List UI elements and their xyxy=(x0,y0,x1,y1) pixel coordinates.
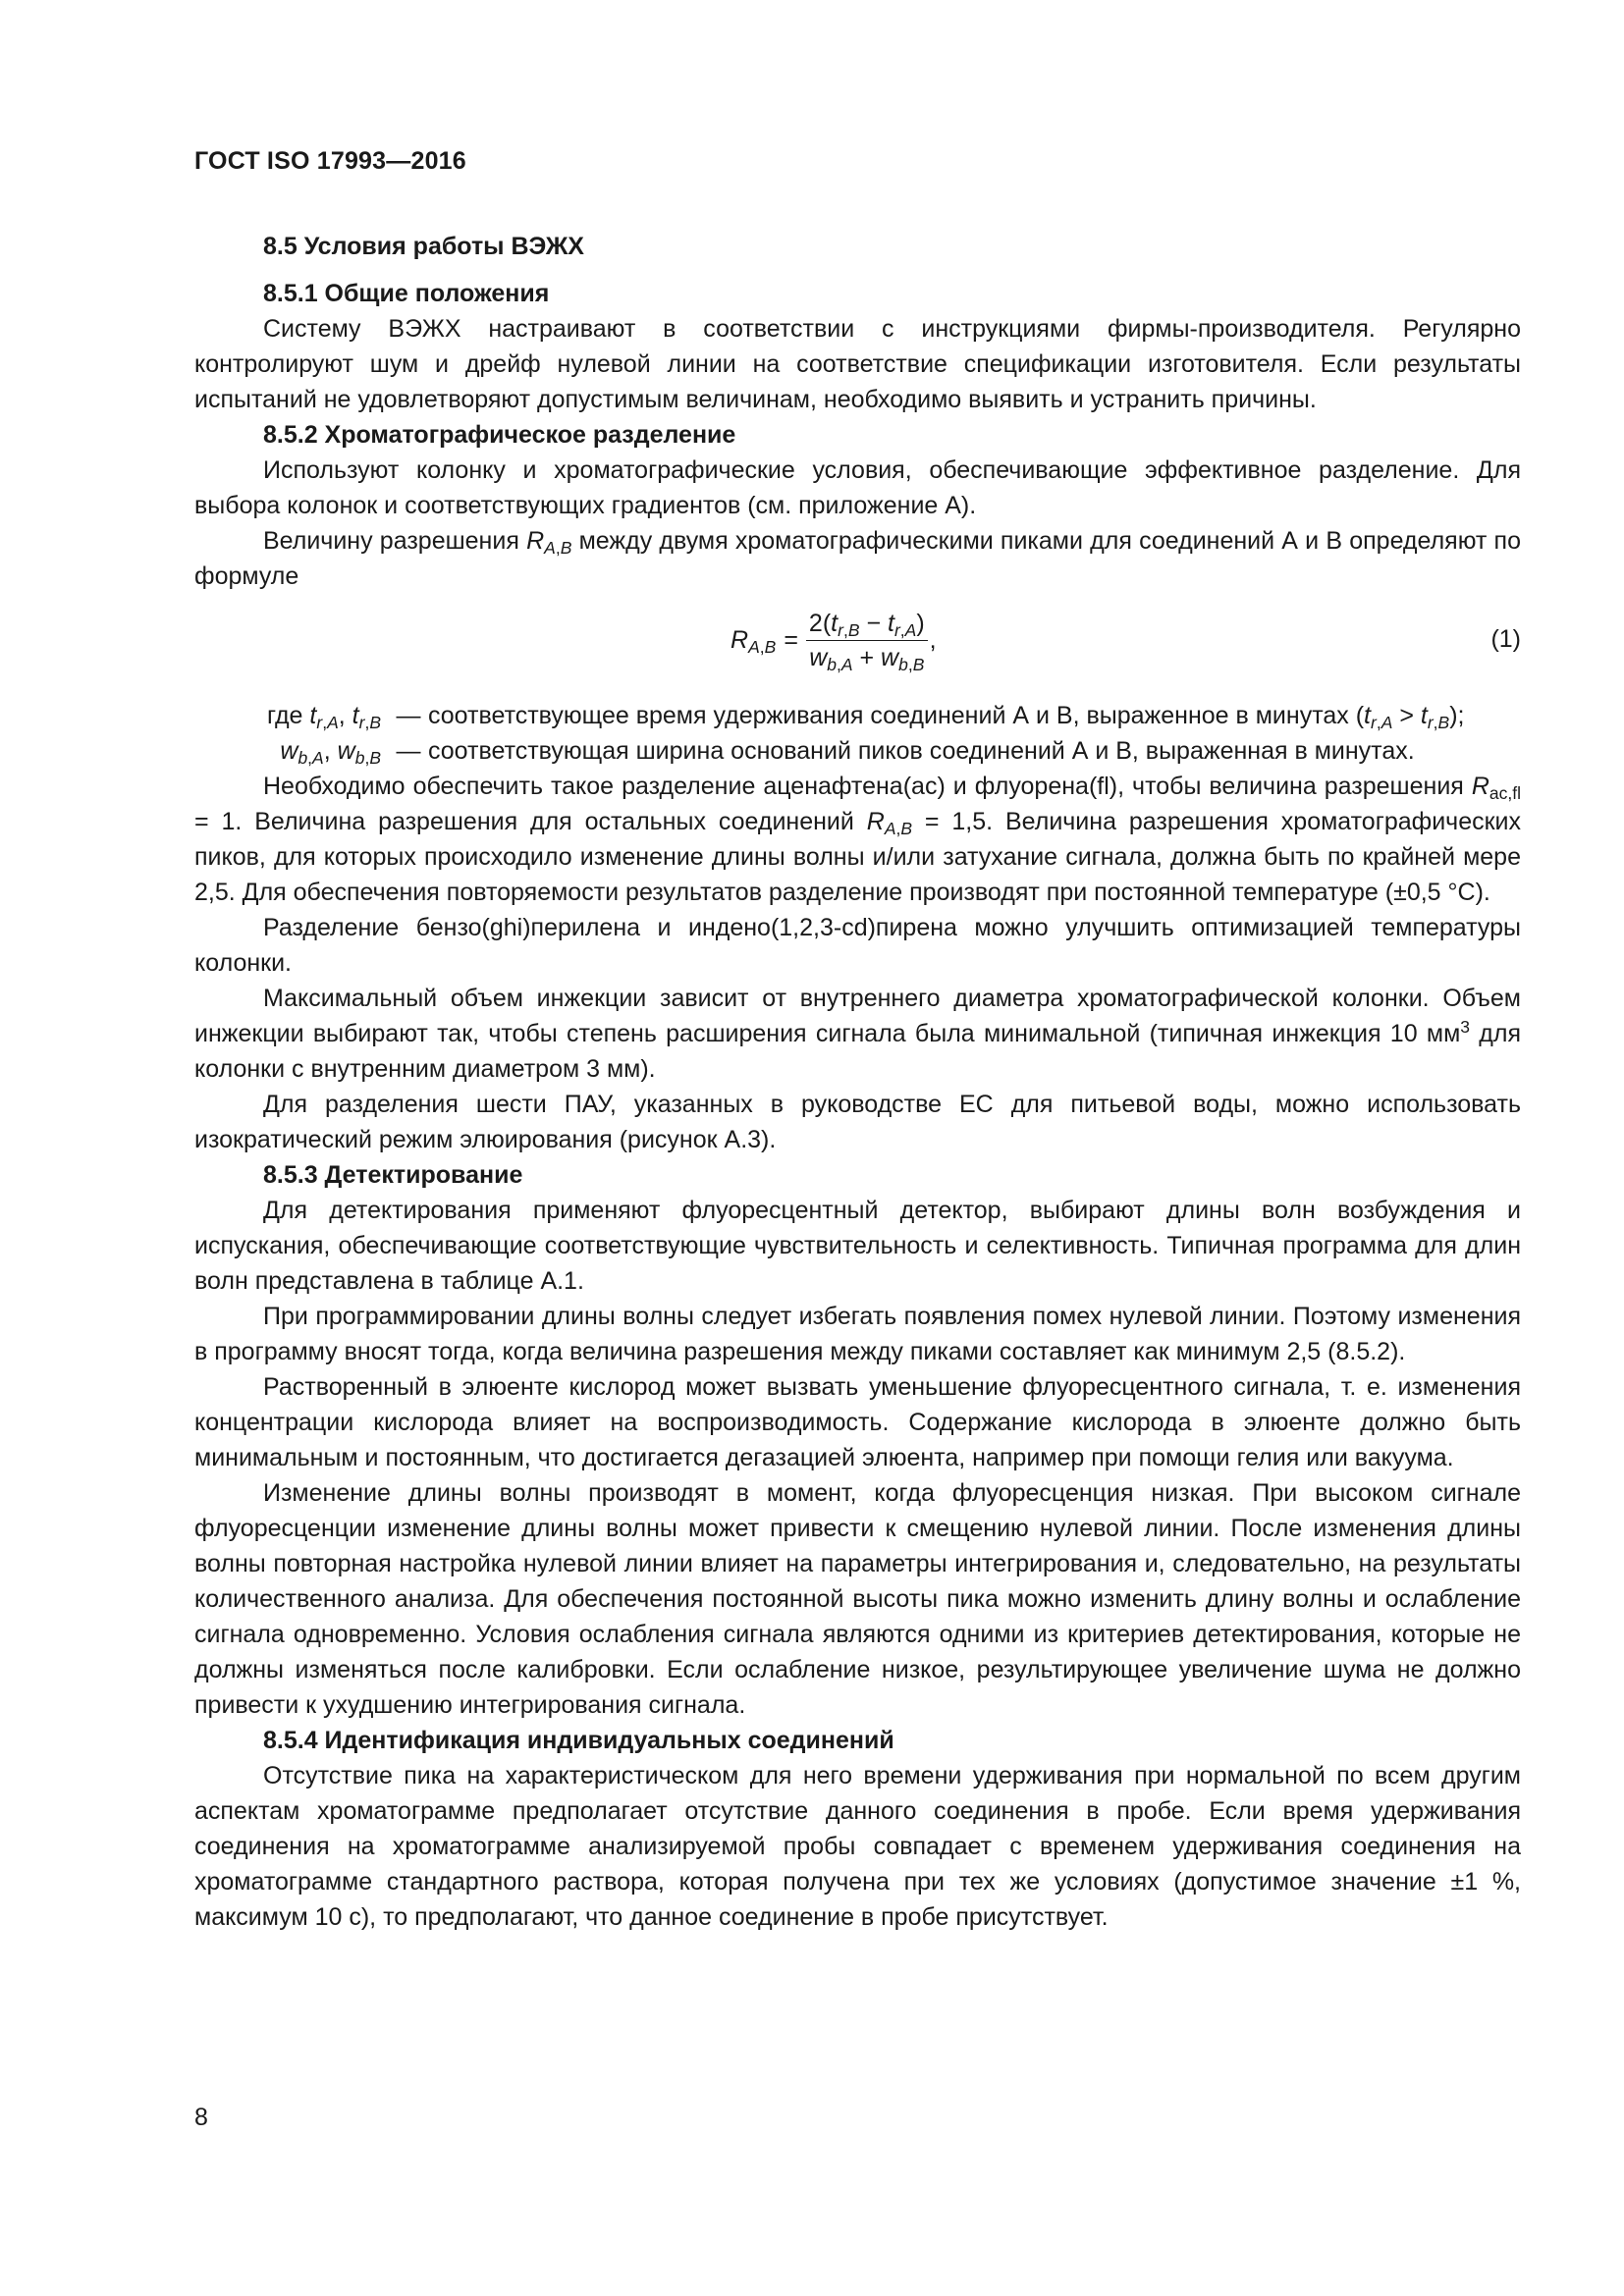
paragraph-8-5-2-1: Используют колонку и хроматографические условия, обеспечивающие эффективное разделение. Для выбора колонок и соответствующих градиентов (см. приложение А). xyxy=(194,456,1521,519)
paragraph-8-5-2-2: Величину разрешения $R_{A,B}$ между двумя хроматографическими пиками для соединений А и В определяют по формуле xyxy=(194,527,1521,590)
section-8-5-2-title: 8.5.2 Хроматографическое разделение xyxy=(263,421,736,449)
section-8-5-3-title: 8.5.3 Детектирование xyxy=(263,1161,523,1189)
section-8-5-1-title: 8.5.1 Общие положения xyxy=(263,280,550,307)
paragraph-8-5-2-6: Для разделения шести ПАУ, указанных в руководстве ЕС для питьевой воды, можно использовать изократический режим элюирования (рисунок А.3). xyxy=(194,1091,1521,1153)
document-body xyxy=(194,229,1521,1935)
paragraph-8-5-2-4: Разделение бензо(ghi)перилена и индено(1,2,3-cd)пирена можно улучшить оптимизацией температуры колонки. xyxy=(194,914,1521,977)
paragraph-8-5-4-1: Отсутствие пика на характеристическом для него времени удерживания при нормальной по всем другим аспектам хроматограмме предполагает отсутствие данного соединения в пробе. Если время удерживания соединения на хроматограмме анализируемой пробы совпадает с временем удерживания соединения на хроматограмме стандартного раствора, которая получена при тех же условиях (допустимое значение ±1 %, максимум 10 с), то предполагают, что данное соединение в пробе присутствует. xyxy=(194,1762,1521,1931)
paragraph-8-5-3-4: Изменение длины волны производят в момент, когда флуоресценция низкая. При высоком сигнале флуоресценции изменение длины волны может привести к смещению нулевой линии. После изменения длины волны повторная настройка нулевой линии влияет на параметры интегрирования и, следовательно, на результаты количественного анализа. Для обеспечения постоянной высоты пика можно изменить длину волны и ослабление сигнала одновременно. Условия ослабления сигнала являются одними из критериев детектирования, которые не должны изменяться после калибровки. Если ослабление низкое, результирующее увеличение шума не должно привести к ухудшению интегрирования сигнала. xyxy=(194,1479,1521,1719)
paragraph-8-5-3-3: Растворенный в элюенте кислород может вызвать уменьшение флуоресцентного сигнала, т. е. изменения концентрации кислорода влияет на воспроизводимость. Содержание кислорода в элюенте должно быть минимальным и постоянным, что достигается дегазацией элюента, например при помощи гелия или вакуума. xyxy=(194,1373,1521,1471)
document-code-header: ГОСТ ISO 17993—2016 xyxy=(194,147,466,175)
paragraph-8-5-2-3: Необходимо обеспечить такое разделение аценафтена(ac) и флуорена(fl), чтобы величина разрешения $R_{ac,fl} = 1$. Величина разрешения для остальных соединений $R_{A,B} = 1,5$. Величина разрешения хроматографических пиков, для которых происходило изменение длины волны и/или затухание сигнала, должна быть по крайней мере 2,5. Для обеспечения повторяемости результатов разделение производят при постоянной температуре (±0,5 °С). xyxy=(194,773,1522,906)
paragraph-8-5-2-5: Максимальный объем инжекции зависит от внутреннего диаметра хроматографической колонки. Объем инжекции выбирают так, чтобы степень расширения сигнала была минимальной (типичная инжекция 10 $мм^3$ для колонки с внутренним диаметром 3 мм). xyxy=(194,985,1521,1083)
paragraph-8-5-3-2: При программировании длины волны следует избегать появления помех нулевой линии. Поэтому изменения в программу вносят тогда, когда величина разрешения между пиками составляет как минимум 2,5 (8.5.2). xyxy=(194,1303,1521,1365)
where-definition-1: где $t_{r,A}$, $t_{r,B}$ — соответствующее время удерживания соединений А и В, выраженное в минутах $(t_{r,A} > t_{r,B})$; xyxy=(266,702,1465,732)
formula-number: (1) xyxy=(1490,625,1521,653)
resolution-formula: $R_{A,B}$ = $\frac{2(t_{r,B} - t_{r,A})}{w_{b,A} + w_{b,B}}$ , xyxy=(731,609,937,674)
formula-1 xyxy=(194,602,1521,678)
paragraph-8-5-3-1: Для детектирования применяют флуоресцентный детектор, выбирают длины волн возбуждения и испускания, обеспечивающие соответствующие чувствительность и селективность. Типичная программа для длин волн представлена в таблице А.1. xyxy=(194,1197,1521,1295)
page-number: 8 xyxy=(194,2104,208,2131)
where-definition-2: $w_{b,A}$, $w_{b,B}$ — соответствующая ширина оснований пиков соединений А и В, выраженная в минутах. xyxy=(280,737,1415,768)
section-8-5-4-title: 8.5.4 Идентификация индивидуальных соединений xyxy=(263,1727,894,1754)
paragraph-8-5-1-1: Систему ВЭЖХ настраивают в соответствии с инструкциями фирмы-производителя. Регулярно контролируют шум и дрейф нулевой линии на соответствие спецификации изготовителя. Если результаты испытаний не удовлетворяют допустимым величинам, необходимо выявить и устранить причины. xyxy=(194,315,1521,413)
section-8-5-title: 8.5 Условия работы ВЭЖХ xyxy=(263,233,584,260)
